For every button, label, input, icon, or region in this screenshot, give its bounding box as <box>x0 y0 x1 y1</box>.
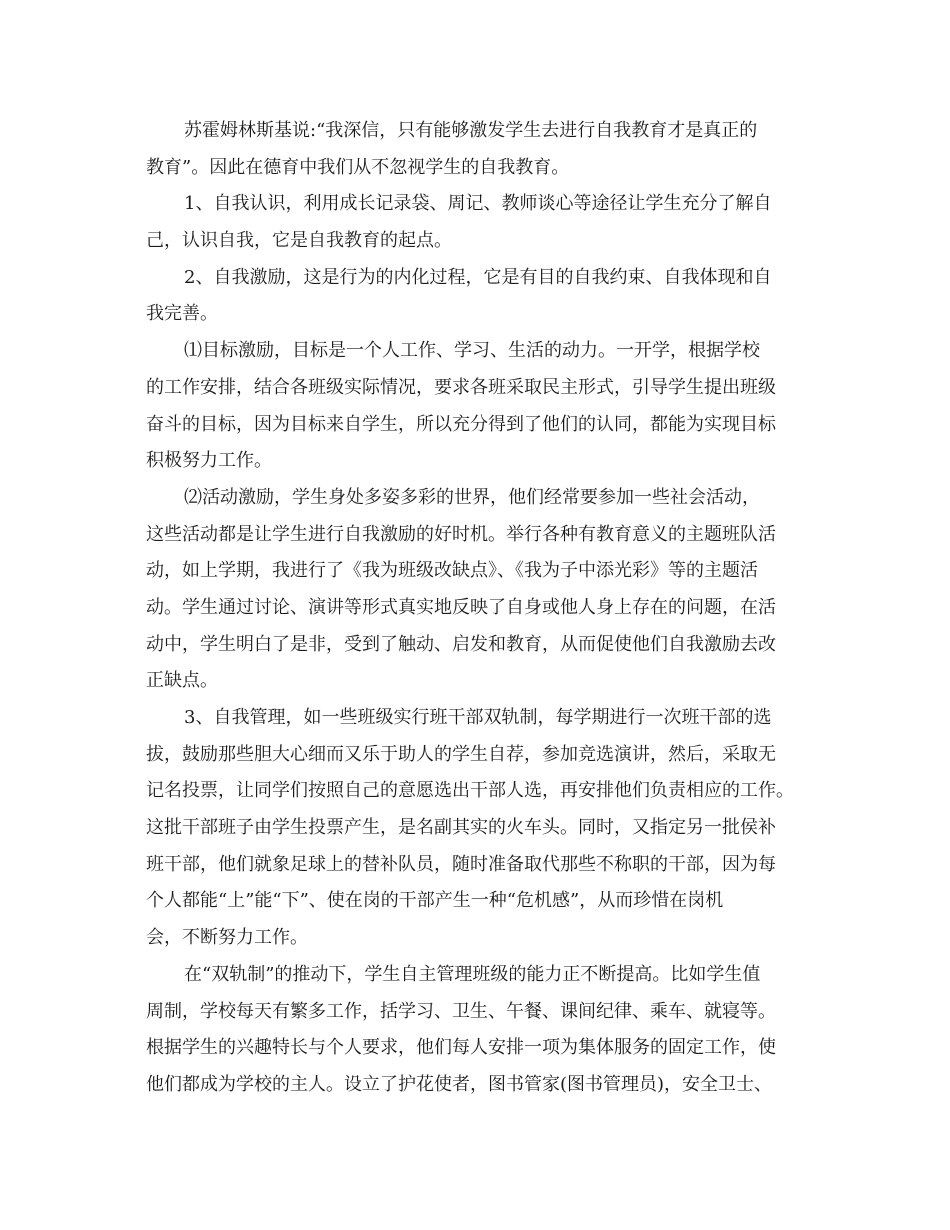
text-line: ⑴目标激励，目标是一个人工作、学习、生活的动力。一开学，根据学校 <box>184 340 760 362</box>
text-line: 他们都成为学校的主人。设立了护花使者，图书管家(图书管理员)，安全卫士、 <box>146 1073 773 1095</box>
text-line: 我完善。 <box>146 303 218 325</box>
text-line: 根据学生的兴趣特长与个人要求，他们每人安排一项为集体服务的固定工作，使 <box>146 1037 776 1059</box>
text-line: 在“双轨制”的推动下，学生自主管理班级的能力正不断提高。比如学生值 <box>184 963 761 985</box>
text-line: 拔，鼓励那些胆大心细而又乐于助人的学生自荐，参加竞选演讲，然后，采取无 <box>146 743 776 765</box>
document-body <box>146 113 810 1104</box>
text-line: 奋斗的目标，因为目标来自学生，所以充分得到了他们的认同，都能为实现目标 <box>146 413 776 435</box>
text-line: 这批干部班子由学生投票产生，是名副其实的火车头。同时，又指定另一批侯补 <box>146 817 776 839</box>
text-line: 动，如上学期，我进行了《我为班级改缺点》、《我为子中添光彩》等的主题活 <box>146 560 758 582</box>
text-line: 积极努力工作。 <box>146 450 272 472</box>
text-line: 周制，学校每天有繁多工作，括学习、卫生、午餐、课间纪律、乘车、就寝等。 <box>146 1000 776 1022</box>
text-line: 1、自我认识，利用成长记录袋、周记、教师谈心等途径让学生充分了解自 <box>184 193 772 215</box>
text-line: 会，不断努力工作。 <box>146 927 308 949</box>
text-line: 这些活动都是让学生进行自我激励的好时机。举行各种有教育意义的主题班队活 <box>146 523 776 545</box>
text-line: 动中，学生明白了是非，受到了触动、启发和教育，从而促使他们自我激励去改 <box>146 633 776 655</box>
text-line: 动。学生通过讨论、演讲等形式真实地反映了自身或他人身上存在的问题，在活 <box>146 596 776 618</box>
text-line: 2、自我激励，这是行为的内化过程，它是有目的自我约束、自我体现和自 <box>184 266 772 288</box>
text-line: 教育”。因此在德育中我们从不忽视学生的自我教育。 <box>146 156 570 178</box>
text-line: 记名投票，让同学们按照自己的意愿选出干部人选，再安排他们负责相应的工作。 <box>146 780 794 802</box>
text-line: 个人都能“上”能“下”、使在岗的干部产生一种“危机感”，从而珍惜在岗机 <box>146 890 724 912</box>
text-line: 的工作安排，结合各班级实际情况，要求各班采取民主形式，引导学生提出班级 <box>146 376 776 398</box>
text-line: 苏霍姆林斯基说:“我深信，只有能够激发学生去进行自我教育才是真正的 <box>184 120 758 141</box>
text-line: ⑵活动激励，学生身处多姿多彩的世界，他们经常要参加一些社会活动， <box>184 486 760 508</box>
text-line: 3、自我管理，如一些班级实行班干部双轨制，每学期进行一次班干部的选 <box>184 707 772 728</box>
text-line: 己，认识自我，它是自我教育的起点。 <box>146 230 452 252</box>
text-line: 班干部，他们就象足球上的替补队员，随时准备取代那些不称职的干部，因为每 <box>146 853 776 875</box>
text-line: 正缺点。 <box>146 670 218 692</box>
